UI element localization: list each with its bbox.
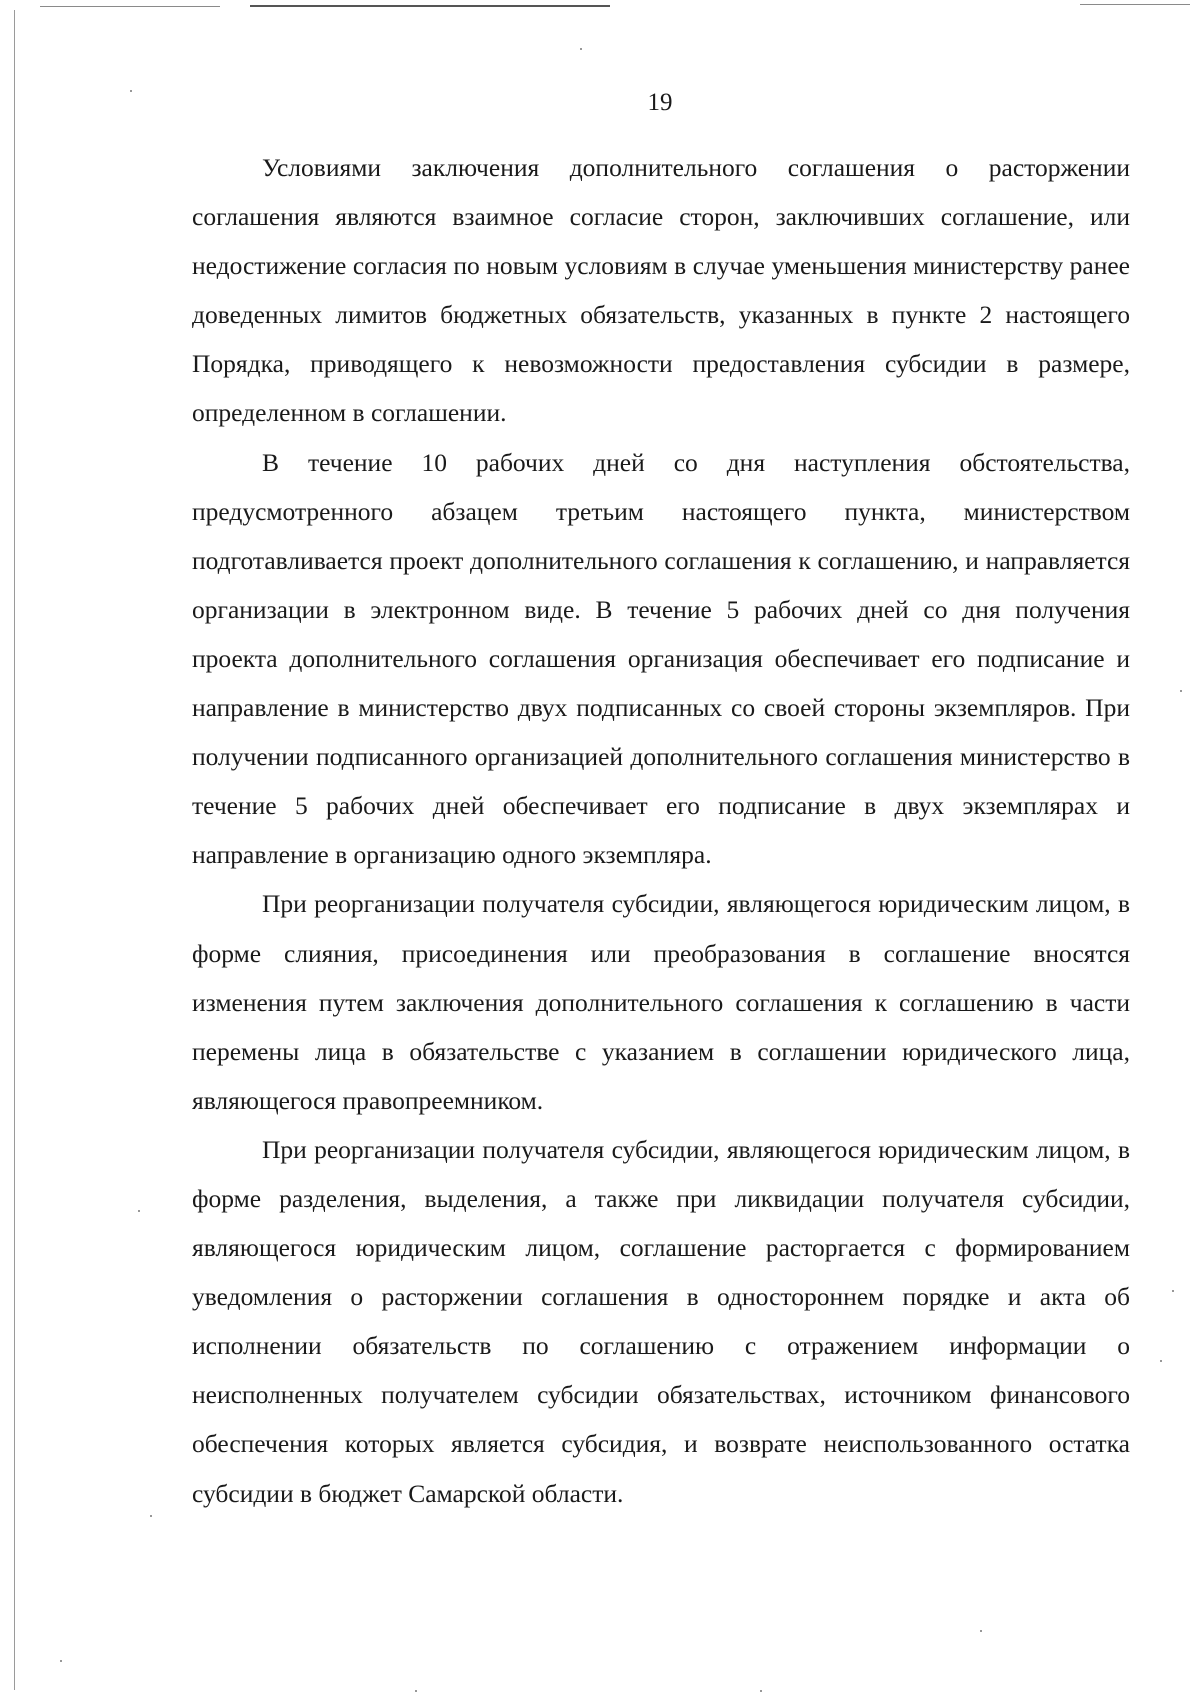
scan-speck (415, 1690, 417, 1692)
scan-speck (150, 1515, 152, 1517)
scan-speck (580, 48, 582, 50)
scan-speck (1160, 1360, 1162, 1362)
scan-speck (760, 1690, 762, 1692)
scan-top-artifact (1080, 4, 1190, 5)
scan-speck (138, 1210, 140, 1212)
scan-edge-line (14, 10, 15, 1690)
scan-top-artifact (250, 5, 610, 7)
paragraph: При реорганизации получателя субсидии, являющегося юридическим лицом, в форме разделения, выделения, а также при ликвидации получателя субсидии, являющегося юридическим лицом, соглашение расторгается с формированием уведомления о расторжении соглашения в одностороннем порядке и акта об исполнении обязательств по соглашению с отражением информации о неисполненных получателем субсидии обязательствах, источником финансового обеспечения которых является субсидия, и возврате неиспользованного остатка субсидии в бюджет Самарской области. (192, 1134, 1130, 1508)
scan-speck (1180, 690, 1182, 692)
page-number: 19 (647, 89, 673, 116)
paragraph: При реорганизации получателя субсидии, являющегося юридическим лицом, в форме слияния, присоединения или преобразования в соглашение вносятся изменения путем заключения дополнительного соглашения к соглашению в части перемены лица в обязательстве с указанием в соглашении юридического лица, являющегося правопреемником. (192, 889, 1130, 1115)
scan-speck (1172, 1290, 1174, 1292)
scan-speck (60, 1660, 62, 1662)
paragraph: В течение 10 рабочих дней со дня наступления обстоятельства, предусмотренного абзацем третьим настоящего пункта, министерством подготавливается проект дополнительного соглашения к соглашению, и направляется организации в электронном виде. В течение 5 рабочих дней со дня получения проекта дополнительного соглашения организация обеспечивает его подписание и направление в министерство двух подписанных со своей стороны экземпляров. При получении подписанного организацией дополнительного соглашения министерство в течение 5 рабочих дней обеспечивает его подписание в двух экземплярах и направление в организацию одного экземпляра. (192, 447, 1130, 870)
paragraph: Условиями заключения дополнительного соглашения о расторжении соглашения являются взаимное согласие сторон, заключивших соглашение, или недостижение согласия по новым условиям в случае уменьшения министерству ранее доведенных лимитов бюджетных обязательств, указанных в пункте 2 настоящего Порядка, приводящего к невозможности предоставления субсидии в размере, определенном в соглашении. (192, 153, 1130, 428)
document-body (192, 143, 1130, 1518)
scan-speck (980, 1630, 982, 1632)
scan-top-artifact (40, 6, 220, 7)
